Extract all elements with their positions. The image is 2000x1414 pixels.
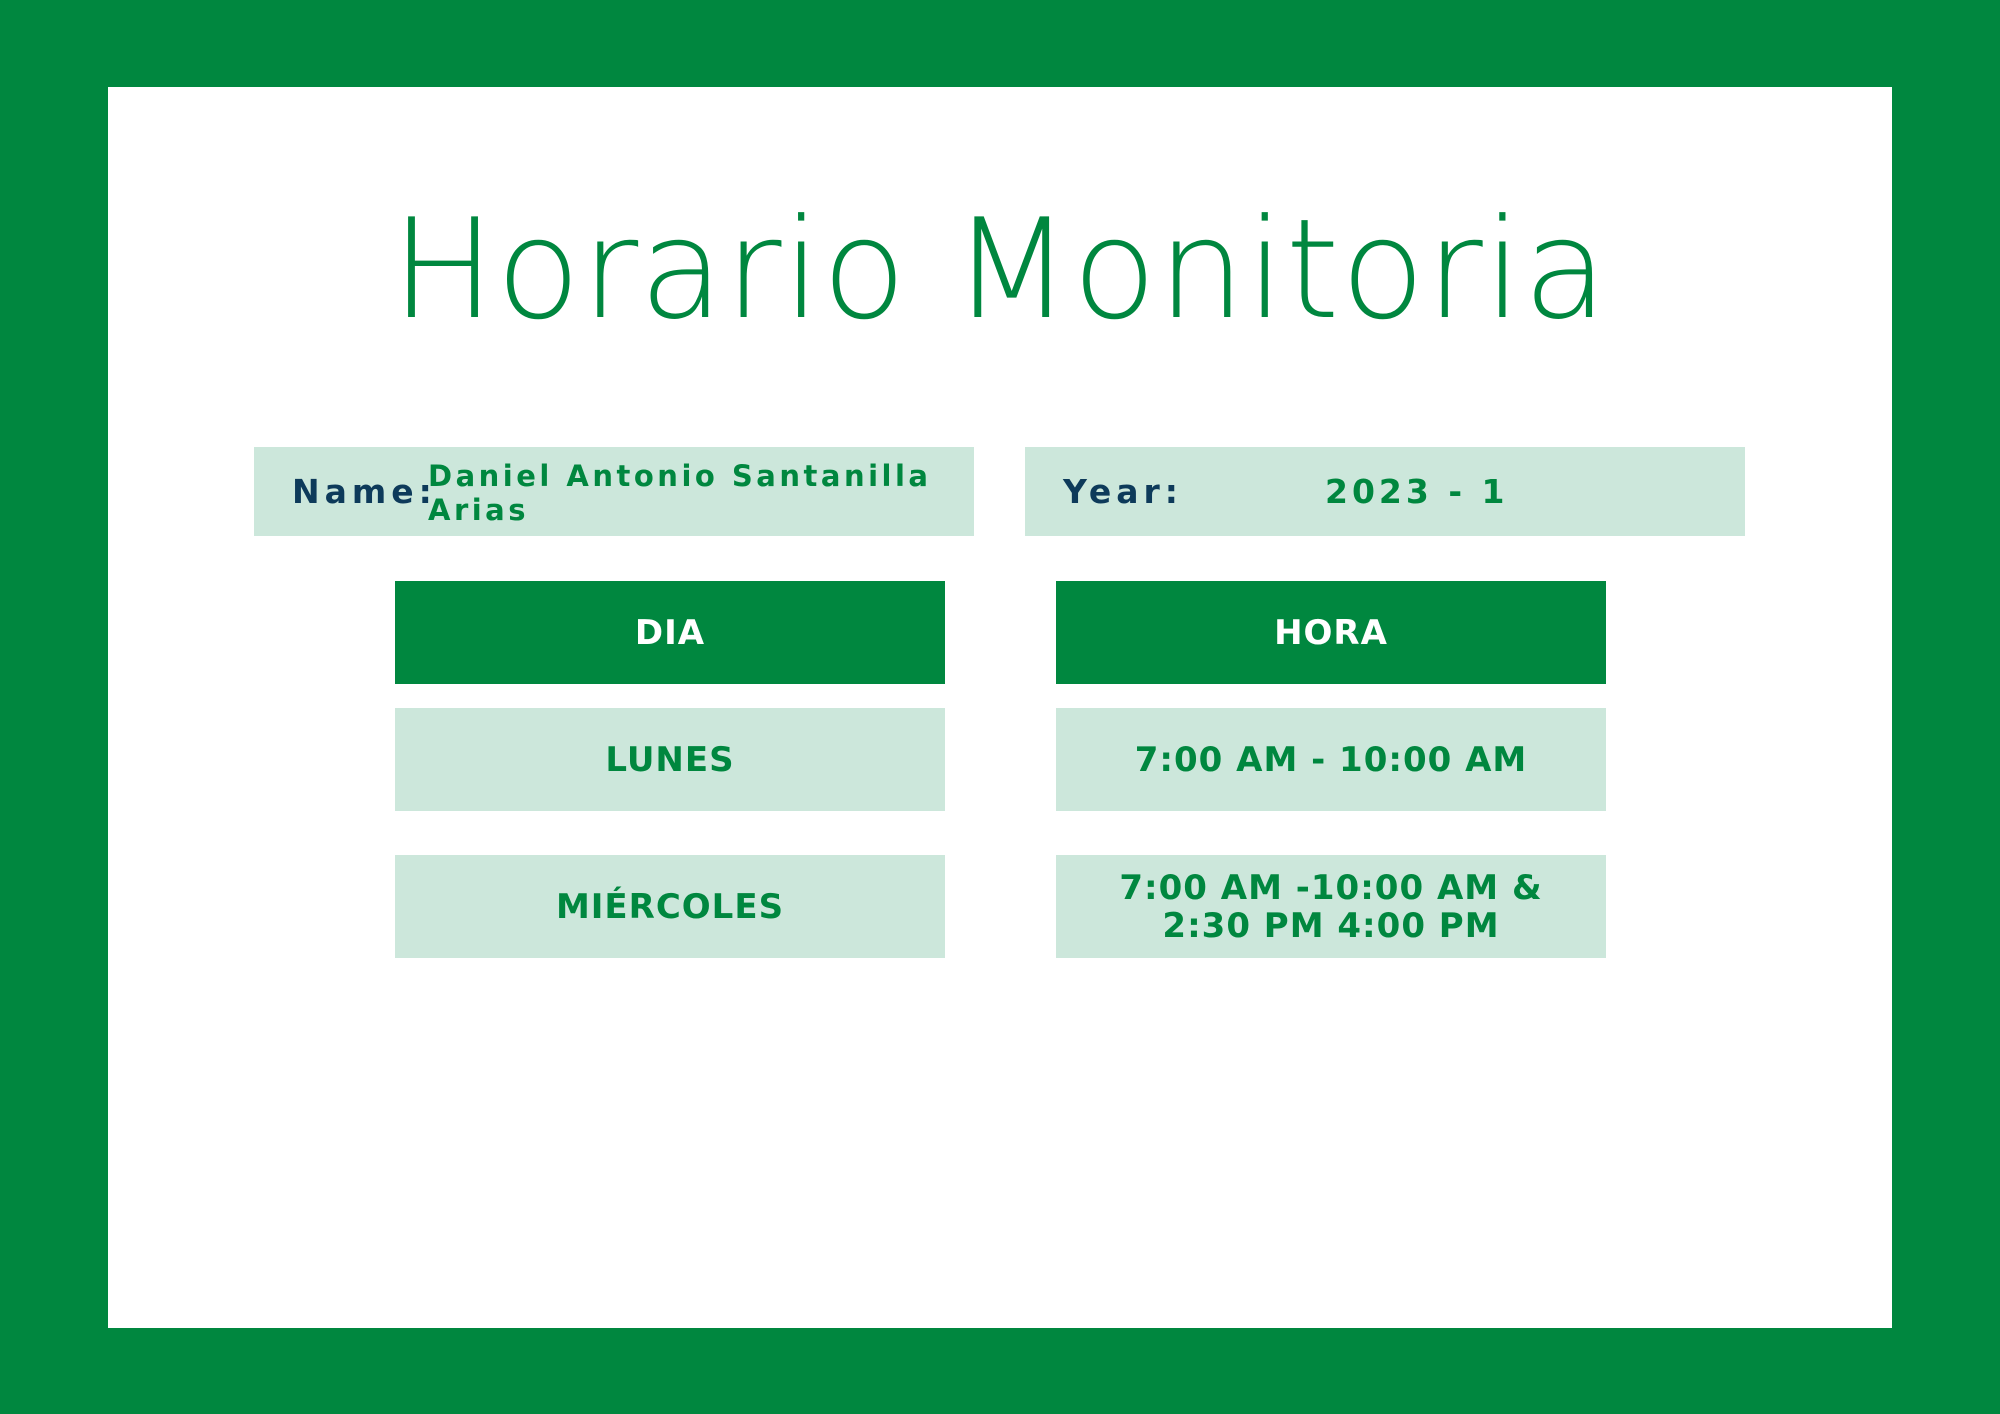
name-label: Name: (292, 472, 437, 511)
hora-line: 7:00 AM -10:00 AM & (1119, 867, 1543, 908)
table-cell-hora (1056, 708, 1606, 811)
column-header-hora: HORA (1056, 581, 1606, 684)
name-box (254, 447, 974, 536)
name-value: Daniel Antonio Santanilla Arias (428, 459, 932, 527)
hora-line: 2:30 PM 4:00 PM (1162, 905, 1500, 946)
table-cell-hora (1056, 855, 1606, 958)
year-value: 2023 - 1 (1325, 472, 1509, 511)
column-header-dia: DIA (395, 581, 945, 684)
year-label: Year: (1063, 472, 1183, 511)
year-box (1025, 447, 1745, 536)
page-title: Horario Monitoria (391, 189, 1609, 350)
table-cell-dia: LUNES (395, 708, 945, 811)
hora-line: 7:00 AM - 10:00 AM (1134, 739, 1528, 780)
table-cell-dia: MIÉRCOLES (395, 855, 945, 958)
